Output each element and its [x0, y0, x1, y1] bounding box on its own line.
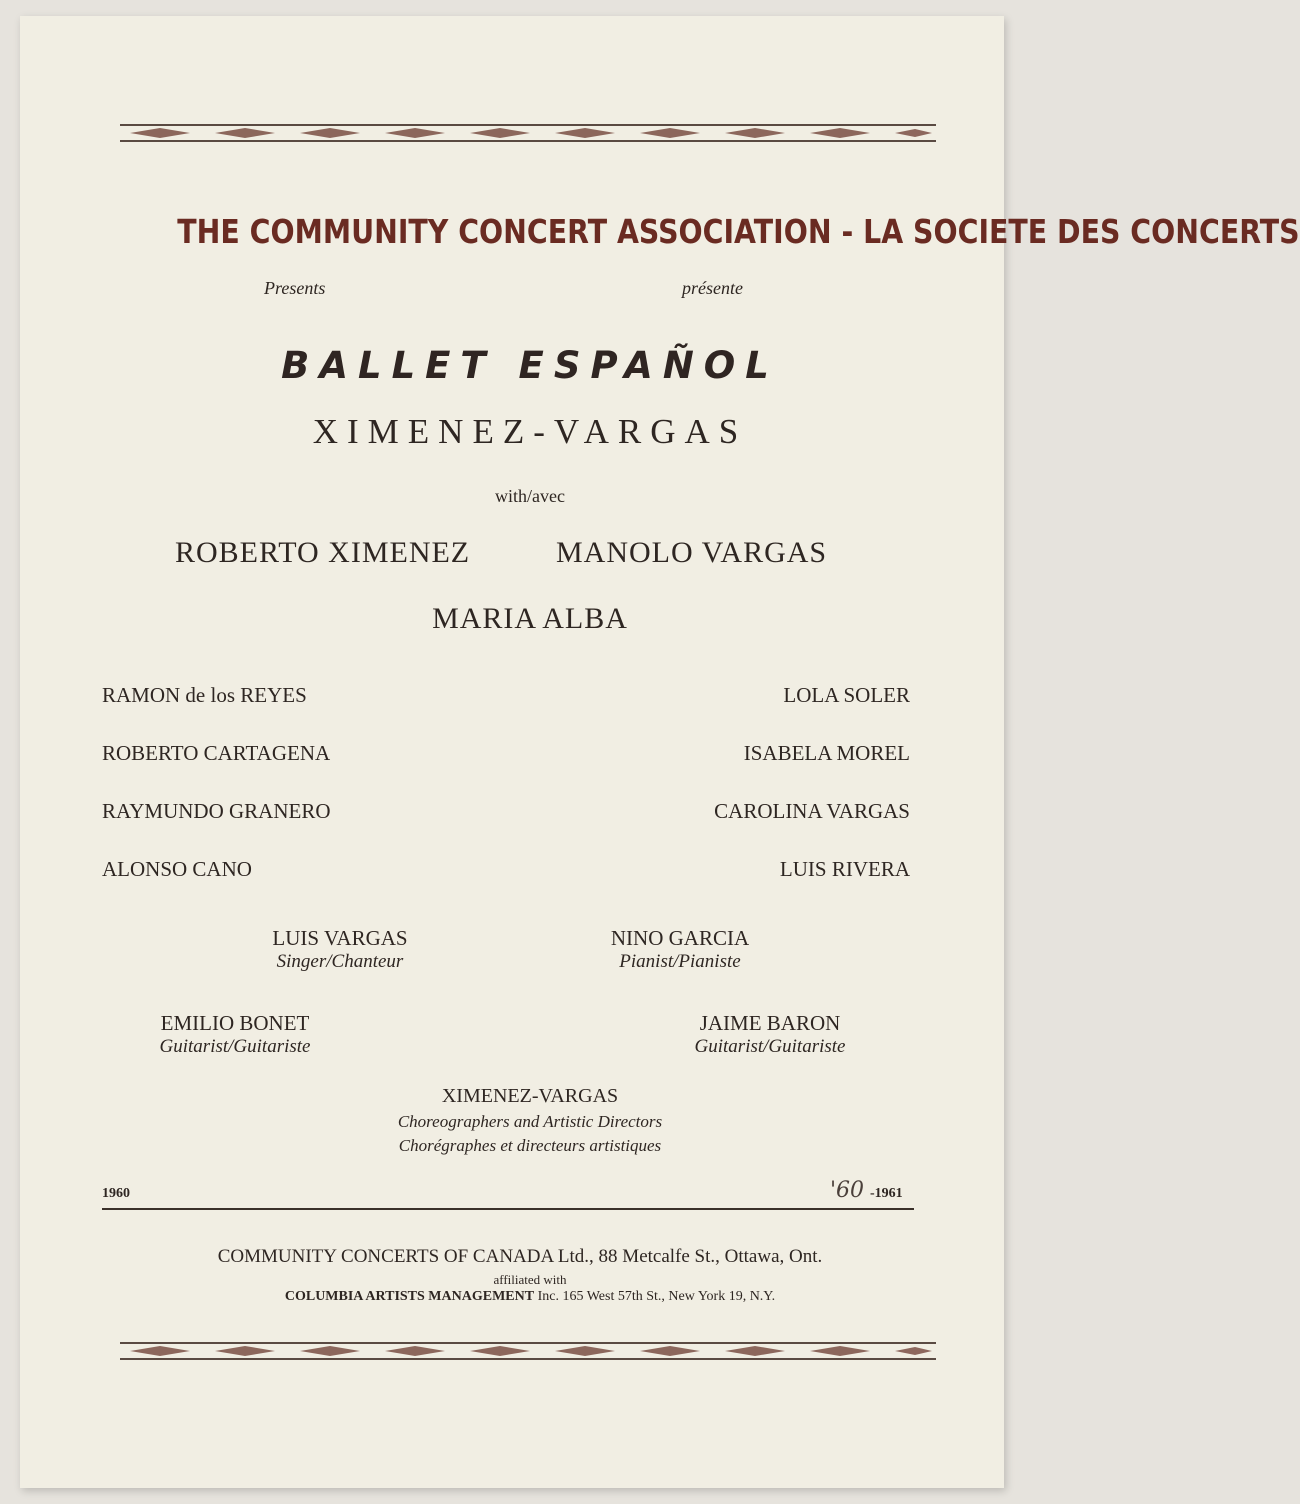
with-avec: with/avec [495, 486, 565, 506]
musician-name: NINO GARCIA [610, 926, 750, 950]
dancer-right: ISABELA MOREL [743, 741, 910, 765]
principal-maria-alba: MARIA ALBA [432, 602, 628, 635]
musician-block [560, 926, 800, 973]
footer-affiliated: affiliated with [493, 1272, 567, 1287]
directors-role-english: Choreographers and Artistic Directors [397, 1112, 663, 1131]
dancer-left: RAMON de los REYES [102, 683, 307, 707]
top-ornamental-border [120, 124, 936, 142]
directors-name: XIMENEZ-VARGAS [441, 1085, 619, 1107]
season-start-year: 1960 [102, 1186, 130, 1201]
footer-columbia [120, 1289, 940, 1305]
musician-block [650, 1011, 890, 1058]
program-page [20, 16, 1300, 1488]
directors-role-french: Chorégraphes et directeurs artistiques [398, 1136, 662, 1155]
dancer-right: LOLA SOLER [783, 683, 910, 707]
musician-name: EMILIO BONET [160, 1011, 310, 1035]
directors-block [280, 1085, 780, 1156]
principal-roberto-ximenez: ROBERTO XIMENEZ [175, 536, 471, 569]
footer-columbia-address: Inc. 165 West 57th St., New York 19, N.Y. [534, 1289, 776, 1304]
company-name: XIMENEZ-VARGAS [312, 412, 748, 451]
bottom-ornamental-border [120, 1342, 936, 1360]
musician-block [220, 926, 460, 973]
musician-name: JAIME BARON [699, 1011, 841, 1035]
season-divider [102, 1208, 914, 1210]
musician-role: Guitarist/Guitariste [159, 1036, 311, 1057]
footer-organisation: COMMUNITY CONCERTS OF CANADA Ltd., 88 Metcalfe St., Ottawa, Ont. [217, 1246, 823, 1267]
dancer-right: CAROLINA VARGAS [714, 799, 910, 823]
musician-role: Pianist/Pianiste [619, 951, 741, 972]
footer-columbia-name: COLUMBIA ARTISTS MANAGEMENT [284, 1289, 535, 1304]
dancer-left: RAYMUNDO GRANERO [102, 799, 331, 823]
dancer-left: ALONSO CANO [102, 857, 252, 881]
ballet-title: BALLET ESPAÑOL [281, 344, 779, 387]
musician-name: LUIS VARGAS [272, 926, 408, 950]
musician-block [120, 1011, 350, 1058]
presents-french: présente [682, 278, 743, 298]
association-heading: THE COMMUNITY CONCERT ASSOCIATION - LA SOCIETE DES CONCERTS [177, 212, 1300, 251]
dancer-left: ROBERTO CARTAGENA [102, 741, 331, 765]
handwritten-season-note: '60 [830, 1178, 865, 1203]
musician-role: Guitarist/Guitariste [694, 1036, 846, 1057]
season-end-year: -1961 [870, 1186, 903, 1201]
dancer-right: LUIS RIVERA [779, 857, 910, 881]
musician-role: Singer/Chanteur [276, 951, 404, 972]
presents-english: Presents [264, 278, 326, 298]
principal-manolo-vargas: MANOLO VARGAS [556, 536, 828, 569]
